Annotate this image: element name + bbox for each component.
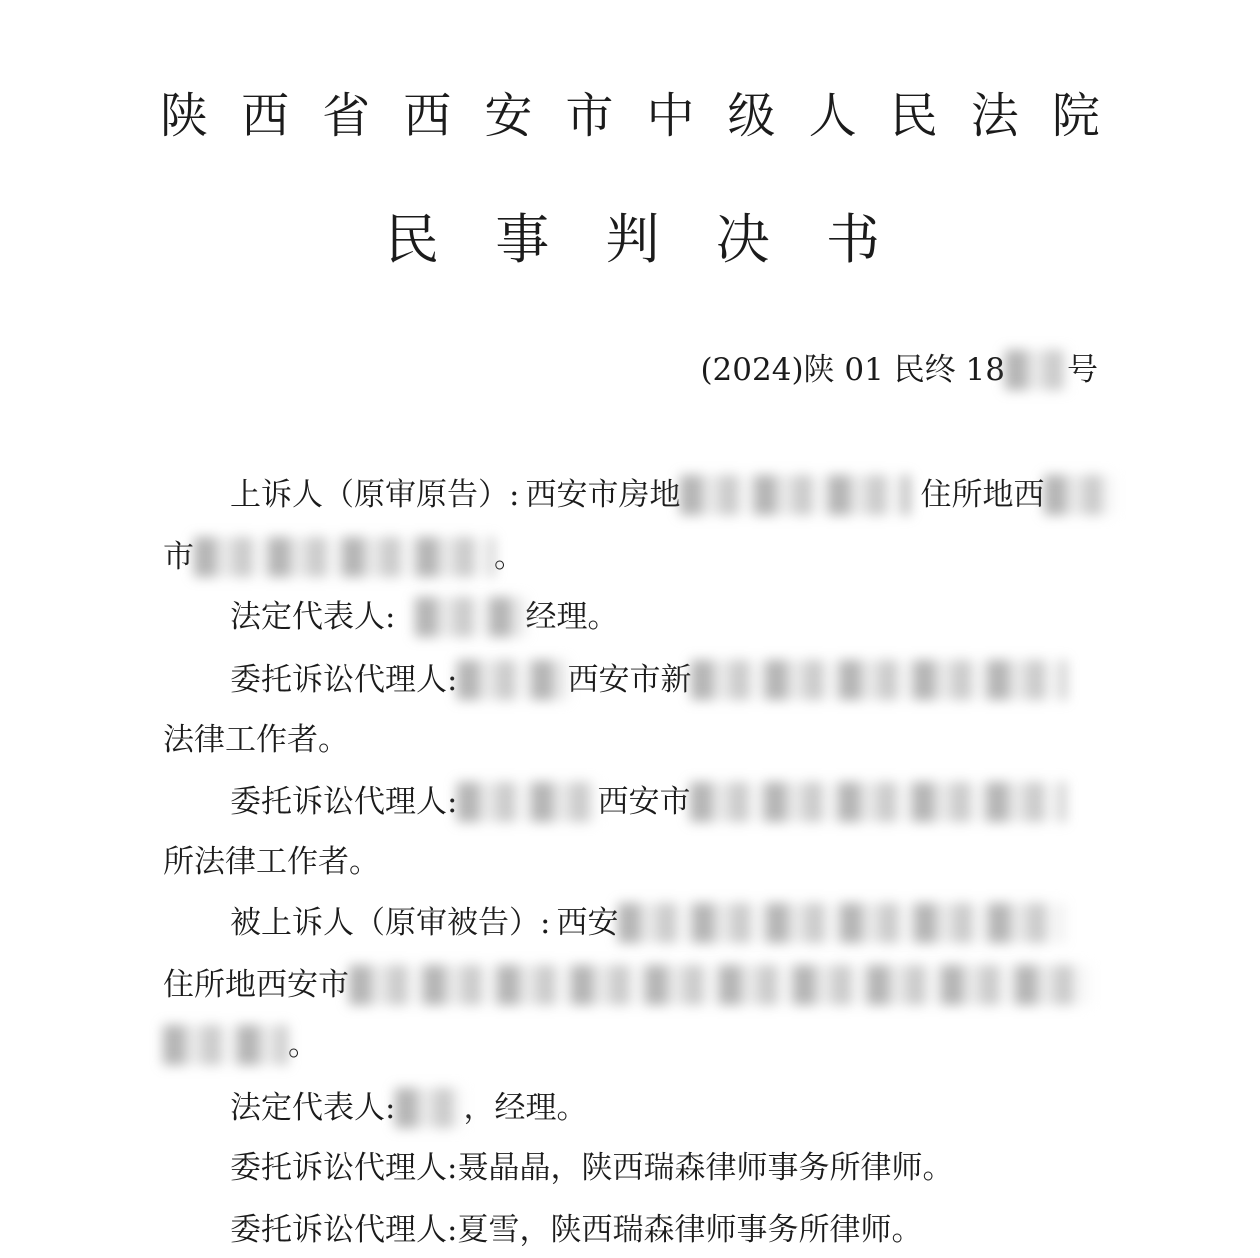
agent2-org: 西安市: [597, 784, 691, 820]
appellee-agent1-text: 聂晶晶，陕西瑞森律师事务所律师。: [457, 1150, 954, 1186]
court-char: 西: [241, 88, 290, 144]
appellee-rep-label: 法定代表人:: [230, 1090, 396, 1126]
court-char: 民: [889, 88, 938, 144]
redaction-blur: [415, 597, 525, 637]
legal-rep-suffix: 经理。: [525, 599, 619, 635]
redaction-blur: [680, 475, 910, 515]
court-char: 陕: [160, 88, 209, 144]
redaction-blur: [457, 660, 567, 700]
case-number-suffix: 号: [1067, 352, 1098, 388]
court-char: 中: [646, 88, 695, 144]
redaction-blur: [1044, 475, 1114, 515]
appellant-label: 上诉人（原审原告）:: [230, 477, 520, 513]
court-char: 省: [322, 88, 371, 144]
redaction-blur: [691, 660, 1066, 700]
appellee-agent2-label: 委托诉讼代理人:: [230, 1212, 458, 1248]
agent1-role-line: [163, 720, 349, 760]
redaction-blur: [690, 782, 1065, 822]
appellant-address-line: [163, 537, 525, 577]
agent2-label: 委托诉讼代理人:: [230, 784, 458, 820]
appellant-line: [230, 475, 1114, 515]
legal-rep-line: [230, 597, 618, 637]
appellee-agent1-line: [230, 1148, 953, 1188]
legal-rep-label: 法定代表人:: [230, 599, 396, 635]
agent2-role-line: [163, 842, 380, 882]
case-number: [700, 350, 1098, 390]
redaction-blur: [349, 965, 1089, 1005]
agent1-role: 法律工作者。: [163, 722, 349, 758]
redaction-blur: [618, 903, 1063, 943]
appellee-line: [230, 903, 1063, 943]
appellee-agent2-text: 夏雪，陕西瑞森律师事务所律师。: [457, 1212, 923, 1248]
title-char: 事: [495, 208, 550, 271]
agent2-role: 所法律工作者。: [163, 844, 380, 880]
agent2-line: [230, 782, 1065, 822]
court-char: 院: [1051, 88, 1100, 144]
court-char: 法: [970, 88, 1019, 144]
appellee-address-line: [163, 965, 1089, 1005]
court-char: 级: [727, 88, 776, 144]
appellee-label: 被上诉人（原审被告）:: [230, 905, 551, 941]
appellee-name: 西安: [556, 905, 619, 941]
appellee-address-end: 。: [288, 1027, 319, 1063]
appellee-rep-line: [230, 1088, 587, 1128]
appellee-address-label: 住所地西安市: [163, 967, 349, 1003]
court-char: 安: [484, 88, 533, 144]
title-char: 民: [385, 208, 439, 271]
court-name: [160, 88, 1100, 144]
appellee-address-end-line: [163, 1025, 319, 1065]
redaction-blur: [395, 1088, 463, 1128]
redaction-blur: [457, 782, 597, 822]
agent1-label: 委托诉讼代理人:: [230, 662, 458, 698]
appellant-address-end: 。: [494, 539, 525, 575]
appellee-rep-suffix: ，经理。: [463, 1090, 588, 1126]
title-char: 决: [715, 208, 770, 271]
appellee-agent2-line: [230, 1210, 922, 1250]
case-number-text: (2024)陕 01 民终 18: [700, 352, 1005, 388]
redaction-blur: [163, 1025, 288, 1065]
court-char: 西: [403, 88, 452, 144]
title-char: 书: [826, 208, 880, 271]
agent1-org: 西安市新: [567, 662, 692, 698]
document-title: [385, 210, 880, 270]
appellant-name: 西安市房地: [525, 477, 681, 513]
redaction-blur: [1005, 350, 1067, 390]
appellant-address-cont: 市: [163, 539, 194, 575]
title-char: 判: [605, 208, 660, 271]
appellant-address-label: 住所地西: [920, 477, 1045, 513]
agent1-line: [230, 660, 1066, 700]
redaction-blur: [194, 537, 494, 577]
court-char: 人: [808, 88, 857, 144]
court-char: 市: [565, 88, 614, 144]
appellee-agent1-label: 委托诉讼代理人:: [230, 1150, 458, 1186]
